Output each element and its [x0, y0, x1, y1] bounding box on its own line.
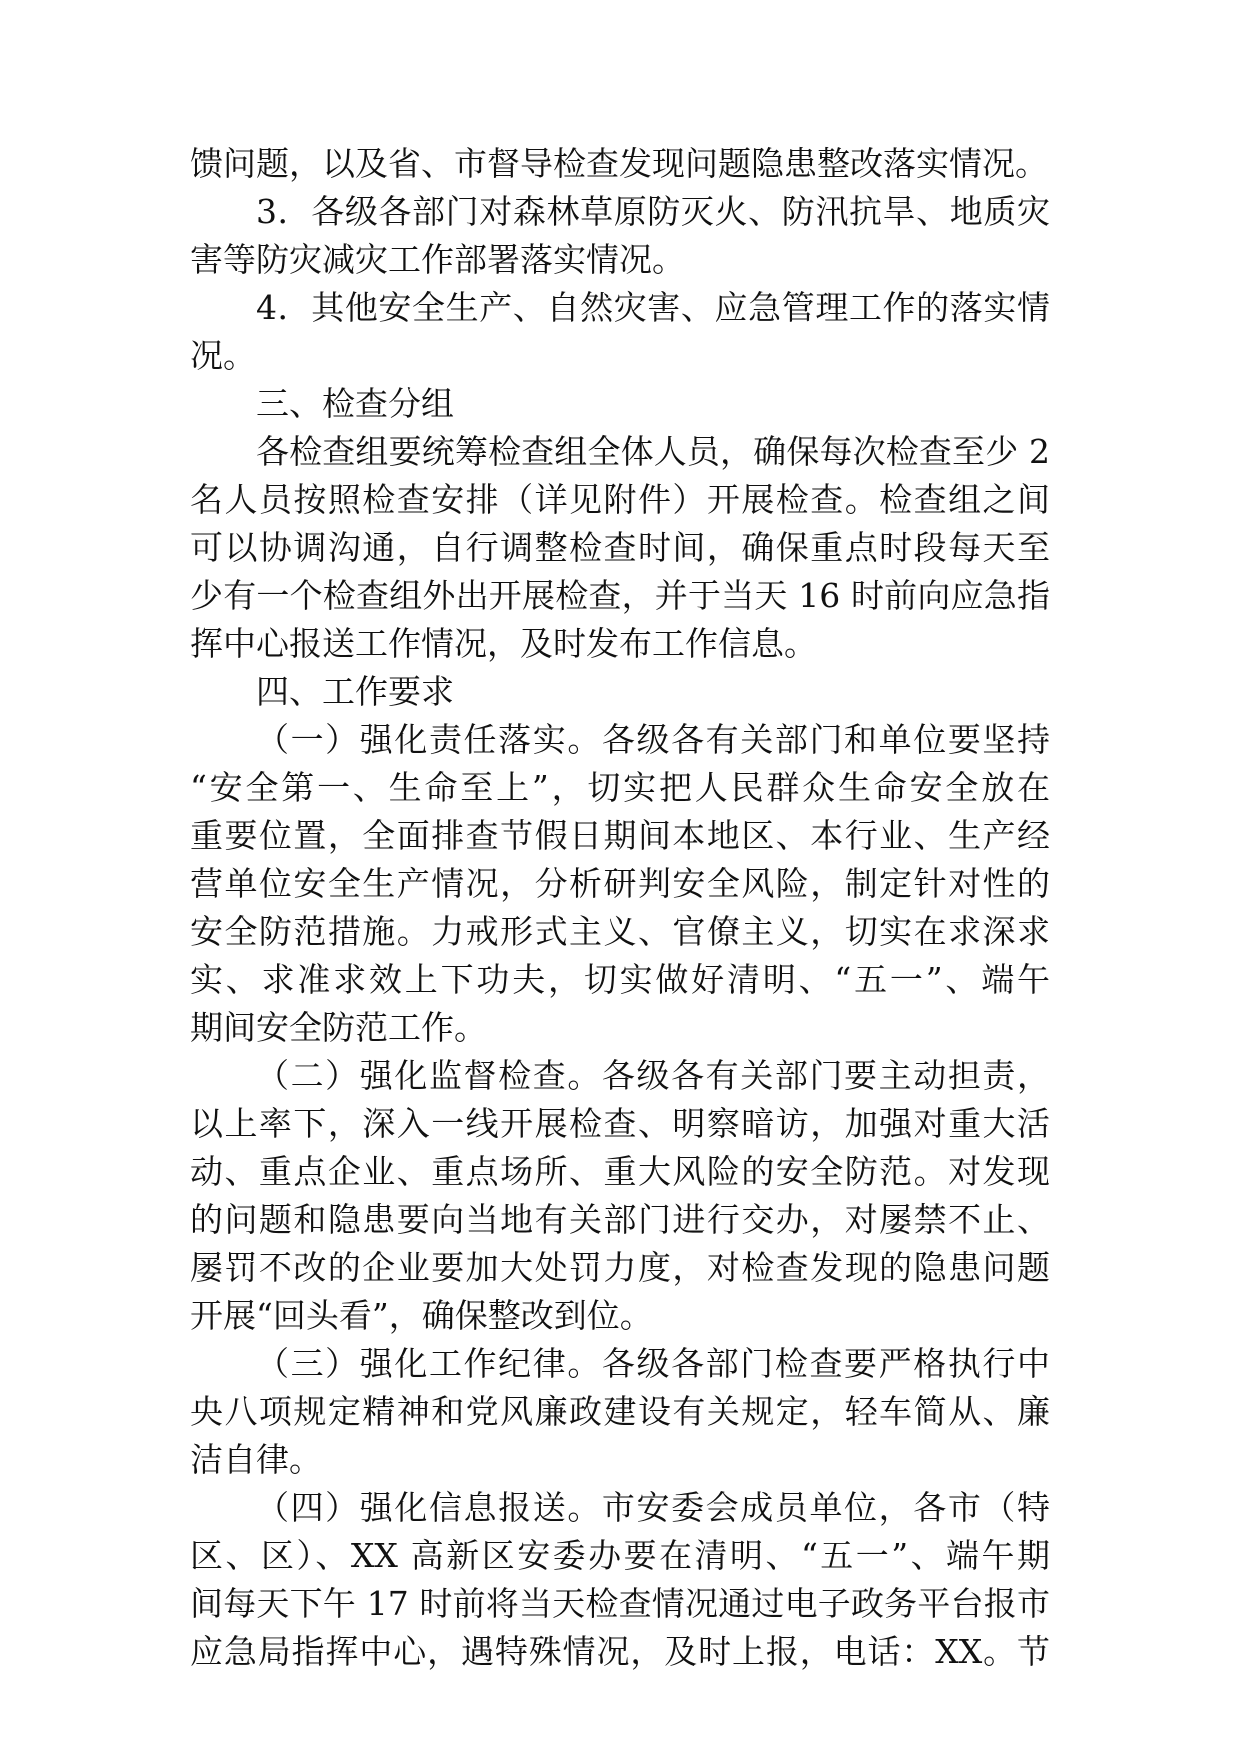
text-line: 三、检查分组 — [256, 384, 454, 423]
text-line: 可以协调沟通，自行调整检查时间，确保重点时段每天至 — [190, 528, 1050, 567]
text-line: 动、重点企业、重点场所、重大风险的安全防范。对发现 — [190, 1152, 1050, 1191]
text-line: 名人员按照检查安排（详见附件）开展检查。检查组之间 — [190, 480, 1050, 519]
text-line: 各检查组要统筹检查组全体人员，确保每次检查至少 2 — [256, 432, 1050, 471]
document-body — [190, 140, 1050, 1676]
text-line: 重要位置，全面排查节假日期间本地区、本行业、生产经 — [190, 816, 1050, 855]
text-line: 少有一个检查组外出开展检查，并于当天 16 时前向应急指 — [190, 576, 1050, 615]
text-line: （一）强化责任落实。各级各有关部门和单位要坚持 — [256, 720, 1050, 759]
text-line: 期间安全防范工作。 — [190, 1008, 487, 1047]
text-line: 以上率下，深入一线开展检查、明察暗访，加强对重大活 — [190, 1104, 1050, 1143]
text-line: （四）强化信息报送。市安委会成员单位，各市（特 — [256, 1488, 1050, 1527]
text-line: 馈问题，以及省、市督导检查发现问题隐患整改落实情况。 — [190, 144, 1048, 183]
text-line: 挥中心报送工作情况，及时发布工作信息。 — [190, 624, 817, 663]
text-line: 洁自律。 — [190, 1440, 322, 1479]
text-line: 开展“回头看”，确保整改到位。 — [190, 1296, 653, 1335]
text-line: 害等防灾减灾工作部署落实情况。 — [190, 240, 685, 279]
text-line: 实、求准求效上下功夫，切实做好清明、“五一”、端午 — [190, 960, 1050, 999]
text-line: 安全防范措施。力戒形式主义、官僚主义，切实在求深求 — [190, 912, 1050, 951]
text-line: 央八项规定精神和党风廉政建设有关规定，轻车简从、廉 — [190, 1392, 1050, 1431]
text-line: 3．各级各部门对森林草原防灭火、防汛抗旱、地质灾 — [256, 192, 1050, 231]
text-line: “安全第一、生命至上”，切实把人民群众生命安全放在 — [190, 768, 1050, 807]
text-line: （二）强化监督检查。各级各有关部门要主动担责， — [256, 1056, 1050, 1095]
text-line: 区、区）、XX 高新区安委办要在清明、“五一”、端午期 — [190, 1536, 1050, 1575]
text-line: 的问题和隐患要向当地有关部门进行交办，对屡禁不止、 — [190, 1200, 1050, 1239]
text-line: 间每天下午 17 时前将当天检查情况通过电子政务平台报市 — [190, 1584, 1050, 1623]
text-line: （三）强化工作纪律。各级各部门检查要严格执行中 — [256, 1344, 1050, 1383]
text-line: 况。 — [190, 336, 256, 375]
text-line: 应急局指挥中心，遇特殊情况，及时上报，电话：XX。节 — [190, 1632, 1050, 1671]
text-line: 屡罚不改的企业要加大处罚力度，对检查发现的隐患问题 — [190, 1248, 1050, 1287]
text-line: 营单位安全生产情况，分析研判安全风险，制定针对性的 — [190, 864, 1050, 903]
text-line: 四、工作要求 — [256, 672, 454, 711]
text-line: 4．其他安全生产、自然灾害、应急管理工作的落实情 — [256, 288, 1050, 327]
